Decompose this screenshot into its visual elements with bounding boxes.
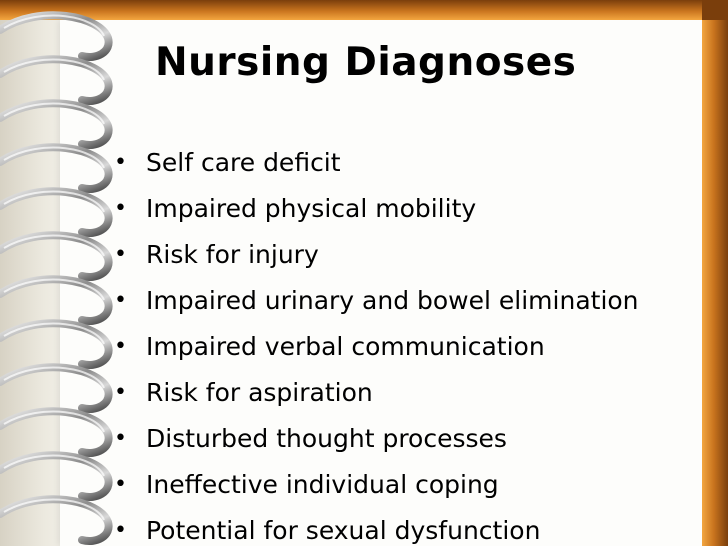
bullet-dot-icon: •: [114, 242, 127, 267]
diagnoses-list: [110, 140, 639, 546]
bullet-dot-icon: •: [114, 426, 127, 451]
list-item: [110, 324, 639, 370]
bullet-dot-icon: •: [114, 334, 127, 359]
bullet-dot-icon: •: [114, 196, 127, 221]
list-item-text: Risk for injury: [146, 240, 319, 269]
list-item-text: Potential for sexual dysfunction: [146, 516, 541, 545]
bullet-dot-icon: •: [114, 472, 127, 497]
list-item: [110, 462, 639, 508]
list-item-text: Disturbed thought processes: [146, 424, 507, 453]
list-item: [110, 370, 639, 416]
bullet-dot-icon: •: [114, 518, 127, 543]
list-item: [110, 140, 639, 186]
orange-frame-right: [702, 0, 728, 546]
list-item-text: Impaired urinary and bowel elimination: [146, 286, 639, 315]
bullet-dot-icon: •: [114, 150, 127, 175]
slide-title: Nursing Diagnoses: [155, 40, 577, 85]
list-item-text: Self care deficit: [146, 148, 341, 177]
list-item-text: Impaired verbal communication: [146, 332, 545, 361]
list-item-text: Ineffective individual coping: [146, 470, 499, 499]
list-item: [110, 508, 639, 546]
orange-frame-corner: [702, 0, 728, 20]
bullet-dot-icon: •: [114, 380, 127, 405]
list-item: [110, 278, 639, 324]
list-item-text: Risk for aspiration: [146, 378, 373, 407]
bullet-dot-icon: •: [114, 288, 127, 313]
list-item: [110, 186, 639, 232]
list-item-text: Impaired physical mobility: [146, 194, 477, 223]
list-item: [110, 232, 639, 278]
list-item: [110, 416, 639, 462]
